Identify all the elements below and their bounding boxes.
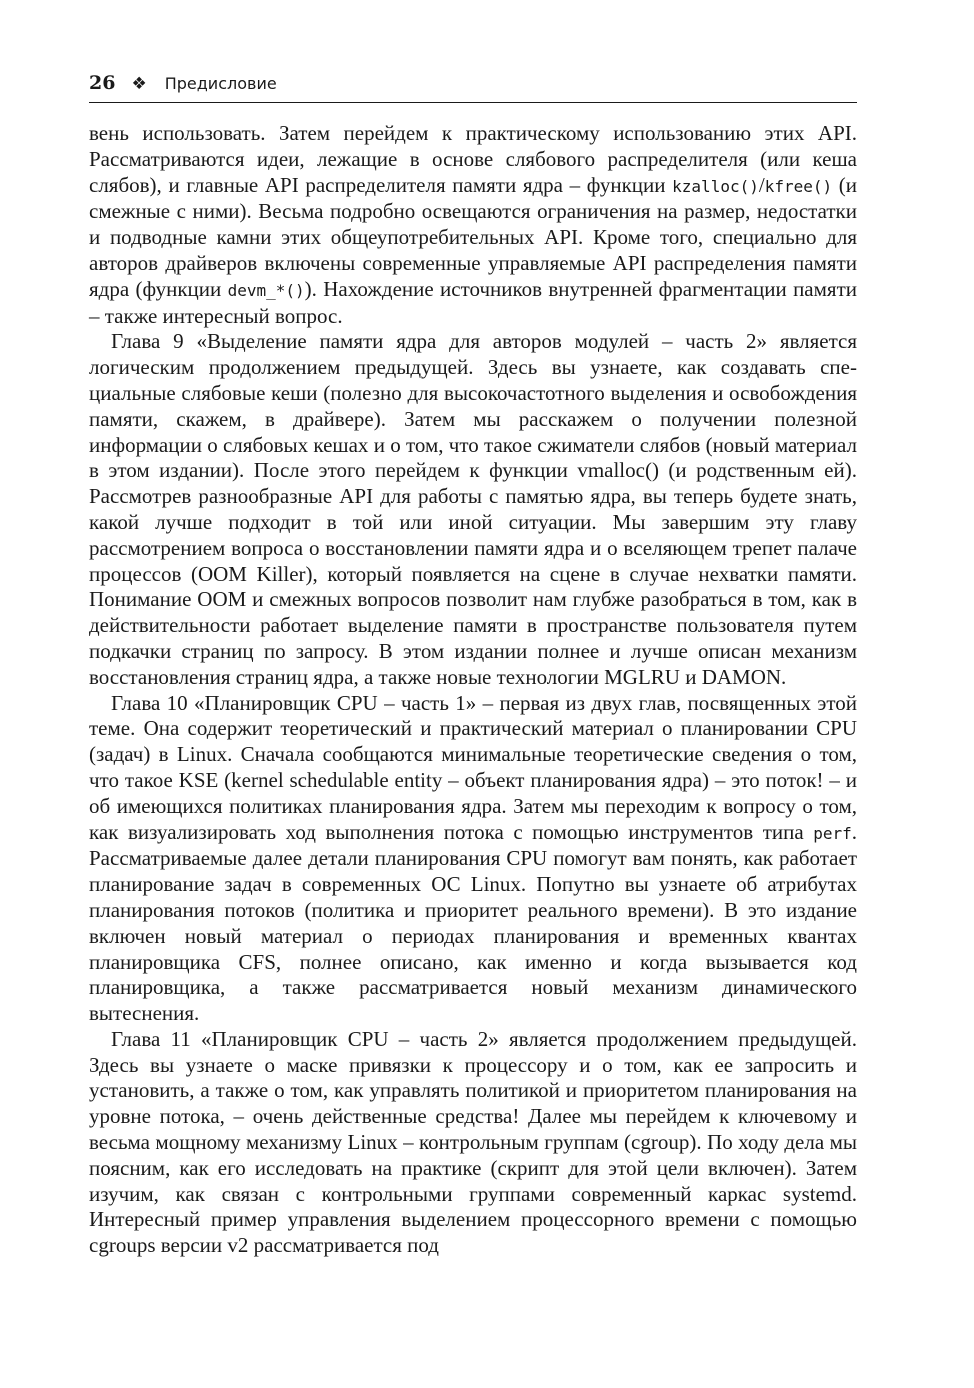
text-run: (и смежные с ними). Весьма подробно освещаются ограничения на размер, недостатки и подводные камни этих общеупотребительных API. Кроме того, специально для авторов драйверов включены современные управляемые API распределения памяти ядра (функции xyxy=(89,172,858,301)
book-page xyxy=(89,72,857,1259)
text-run: . Рассматриваемые далее детали планирования CPU помогут вам понять, как работает планирование задач в современных ОС Linux. Попутно вы узнаете об атрибутах планирования потоков (политика и приоритет реального времени). В это издание включен новый материал о периодах планирования и временных квантах планировщика CFS, полнее описано, как именно и когда вызывается код планировщика, а также рассматривается новый механизм динамического вытеснения. xyxy=(89,819,857,1026)
text-run: Глава 9 «Выделение памяти ядра для авторов модулей – часть 2» является логическим продолжением предыдущей. Здесь вы узнаете, как создавать специальные слябовые кеши (полезно для высокочастотного выделения и освобождения памяти, скажем, в драйвере). Затем мы расскажем о получении полезной информации о слябовых кешах и о том, что такое сжиматели слябов (новый материал в этом издании). После этого перейдем к функции vmalloc() (и родственным ей). Рассмотрев разнообразные API для работы с памятью ядра, вы теперь будете знать, какой лучше подходит в той или иной ситуации. Мы завершим эту главу рассмотрением вопроса о восстановлении памяти ядра и о вселяющем трепет палаче процессов (OOM Killer), который появляется на сцене в случае нехватки памяти. Понимание OOM и смежных вопросов позволит нам глубже разобраться в том, как в действительности работает выделение памяти в пространстве пользователя путем подкачки страниц по запросу. В этом издании полнее и лучше описан механизм восстановления страниц ядра, а также новые технологии MGLRU и DAMON. xyxy=(89,329,857,689)
paragraph xyxy=(89,121,857,329)
body-text xyxy=(89,121,857,1259)
ornament-icon: ❖ xyxy=(131,74,147,94)
text-run: ). Нахождение источников внутренней фрагментации памяти – также интересный вопрос. xyxy=(89,276,857,328)
running-title: Предисловие xyxy=(164,74,277,93)
running-header xyxy=(89,72,857,103)
page-number: 26 xyxy=(89,72,116,94)
paragraph xyxy=(89,691,857,1027)
text-run: Глава 10 «Планировщик CPU – часть 1» – первая из двух глав, посвященных этой теме. Она содержит теоретический и практический материал о планировании CPU (задач) в Linux. Сначала сообщаются минимальные теоретические сведения о том, что такое KSE (kernel schedulable entity – объект планирования ядра) – это поток! – и об имеющихся политиках планирования ядра. Затем мы переходим к вопросу о том, как визуализировать ход выполнения потока с помощью инструментов типа xyxy=(89,690,857,844)
text-run: / xyxy=(758,172,765,197)
inline-code: devm_*() xyxy=(227,280,305,300)
paragraph xyxy=(89,1027,857,1259)
text-run: вень использовать. Затем перейдем к практическому использованию этих API. Рассматриваются идеи, лежащие в основе слябового распределителя (или кеша слябов), и главные API распределителя памяти ядра – функции xyxy=(89,121,857,197)
inline-code: perf xyxy=(813,823,852,843)
text-run: Глава 11 «Планировщик CPU – часть 2» является продолжением предыдущей. Здесь вы узнаете о маске привязки к процессору и о том, как ее запросить и установить, а также о том, как управлять политикой и приоритетом планирования на уровне потока, – очень действенные средства! Далее мы перейдем к ключевому и весьма мощному механизму Linux – контрольным группам (cgroup). По ходу дела мы поясним, как его исследовать на практике (скрипт для этой цели включен). Затем изучим, как связан с контрольными группами современный каркас systemd. Интересный пример управления выделением процессорного времени с помощью cgroups версии v2 рассматривается под xyxy=(89,1026,857,1258)
paragraph xyxy=(89,329,857,690)
inline-code: kfree() xyxy=(764,176,833,196)
inline-code: kzalloc() xyxy=(672,176,759,196)
